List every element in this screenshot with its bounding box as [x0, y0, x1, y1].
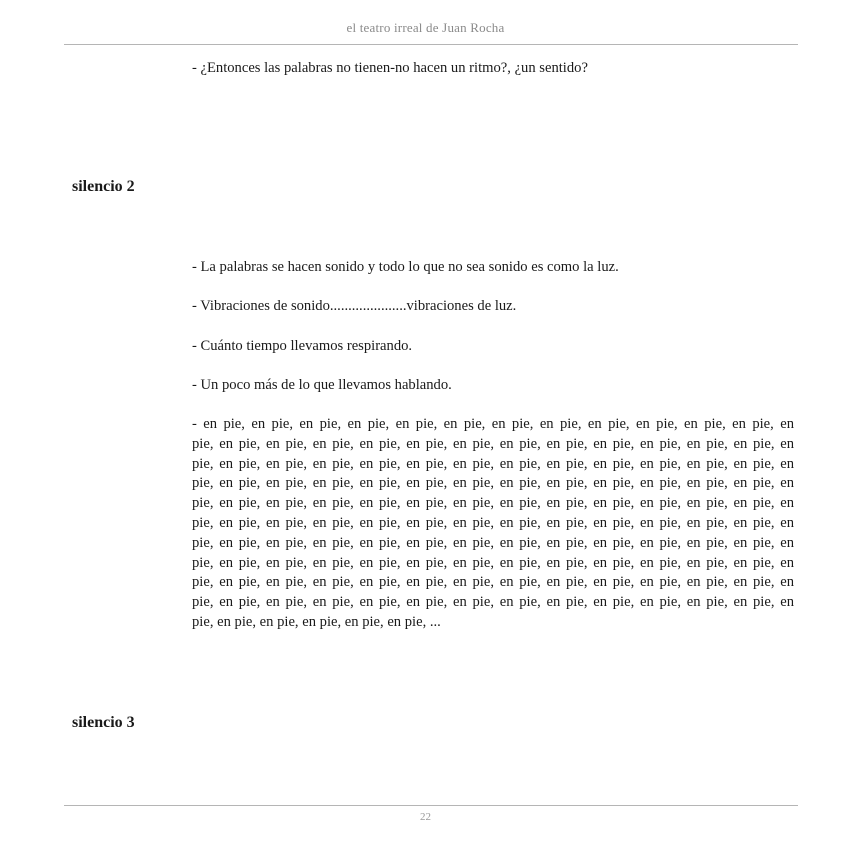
section-heading-silencio-2: silencio 2 — [72, 178, 135, 195]
paragraph-line: pie, en pie, en pie, en pie, en pie, en pie, en pie, en pie, en pie, en pie, en pie, en pie, en pie, en — [192, 435, 794, 452]
paragraph-line: pie, en pie, en pie, en pie, en pie, en pie, en pie, en pie, en pie, en pie, en pie, en pie, en pie, en — [192, 475, 794, 492]
en-pie-paragraph — [192, 415, 794, 633]
dialogue-line: - Vibraciones de sonido.....................vibraciones de luz. — [192, 298, 517, 314]
running-header: el teatro irreal de Juan Rocha — [346, 20, 505, 35]
dialogue-line: - Un poco más de lo que llevamos hablando. — [192, 377, 452, 393]
header-rule — [64, 44, 798, 45]
paragraph-line-last: pie, en pie, en pie, en pie, en pie, en pie, ... — [192, 613, 441, 630]
paragraph-line: pie, en pie, en pie, en pie, en pie, en pie, en pie, en pie, en pie, en pie, en pie, en pie, en pie, en — [192, 455, 794, 472]
paragraph-line: pie, en pie, en pie, en pie, en pie, en pie, en pie, en pie, en pie, en pie, en pie, en pie, en pie, en — [192, 574, 794, 591]
paragraph-line: pie, en pie, en pie, en pie, en pie, en pie, en pie, en pie, en pie, en pie, en pie, en pie, en pie, en — [192, 554, 794, 571]
paragraph-line: - en pie, en pie, en pie, en pie, en pie, en pie, en pie, en pie, en pie, en pie, en pie, en pie, en — [192, 416, 794, 432]
paragraph-line: pie, en pie, en pie, en pie, en pie, en pie, en pie, en pie, en pie, en pie, en pie, en pie, en pie, en — [192, 534, 794, 551]
dialogue-line: - La palabras se hacen sonido y todo lo que no sea sonido es como la luz. — [192, 259, 619, 275]
paragraph-line: pie, en pie, en pie, en pie, en pie, en pie, en pie, en pie, en pie, en pie, en pie, en pie, en pie, en — [192, 514, 794, 531]
dialogue-line: - Cuánto tiempo llevamos respirando. — [192, 338, 413, 354]
paragraph-line: pie, en pie, en pie, en pie, en pie, en pie, en pie, en pie, en pie, en pie, en pie, en pie, en pie, en — [192, 594, 794, 611]
paragraph-line: pie, en pie, en pie, en pie, en pie, en pie, en pie, en pie, en pie, en pie, en pie, en pie, en pie, en — [192, 495, 794, 512]
footer-rule — [64, 805, 798, 806]
page-number: 22 — [420, 811, 431, 823]
dialogue-line-top: - ¿Entonces las palabras no tienen-no hacen un ritmo?, ¿un sentido? — [192, 60, 588, 76]
section-heading-silencio-3: silencio 3 — [72, 714, 135, 731]
